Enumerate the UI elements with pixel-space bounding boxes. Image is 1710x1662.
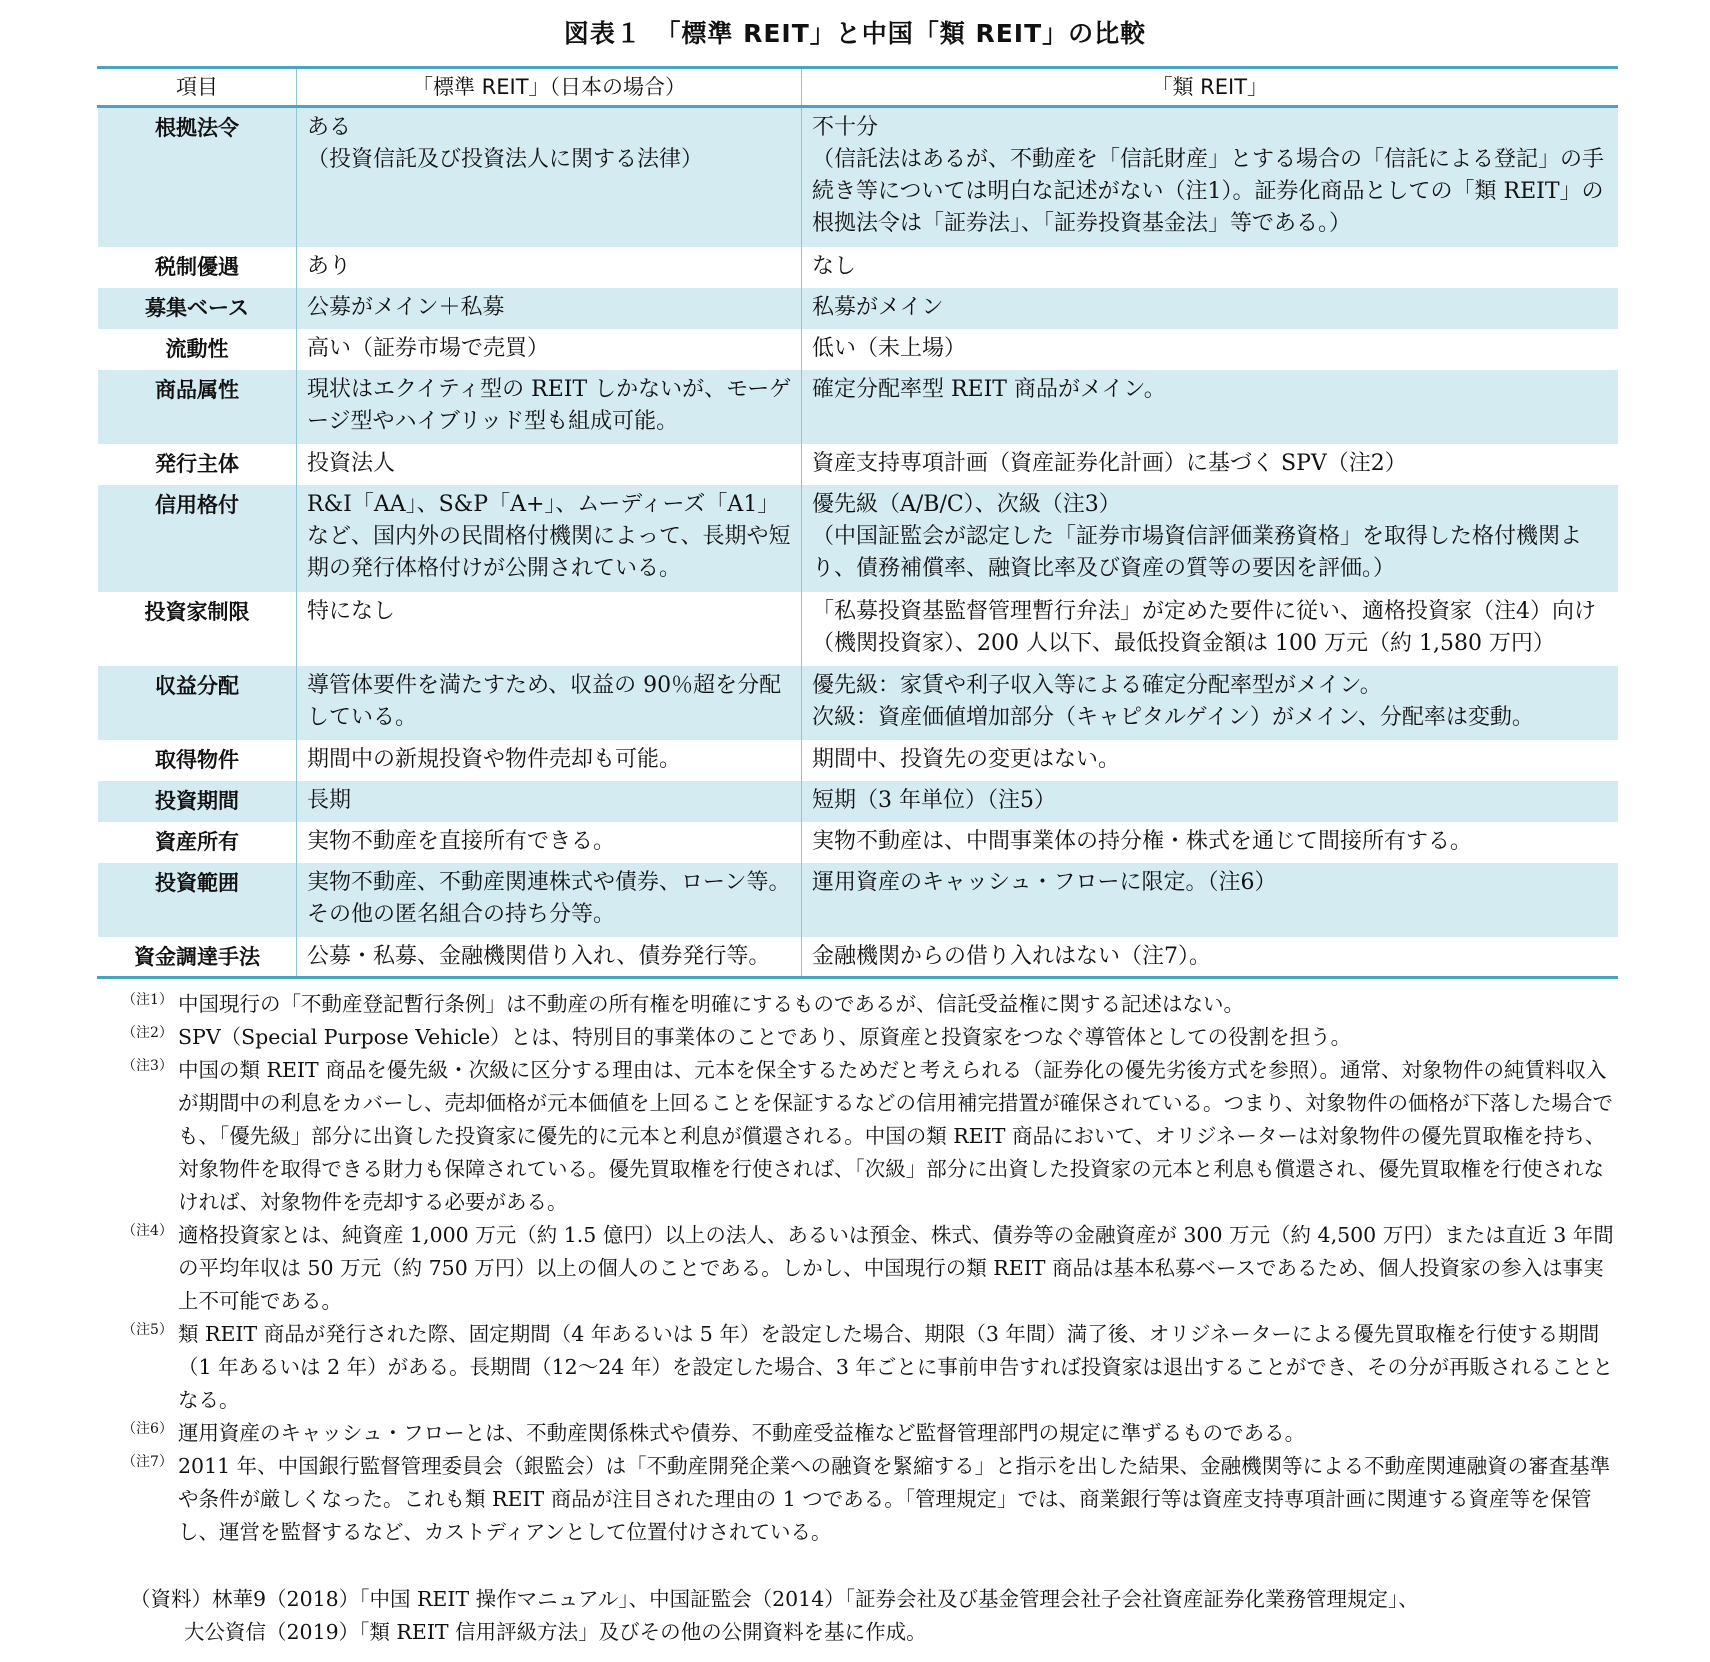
footnote <box>122 1417 1617 1450</box>
source-line-1: （資料）林華9（2018）「中国 REIT 操作マニュアル」、中国証監会（2014）「証券会社及び基金管理会社子会社資産証券化業務管理規定」、 <box>130 1587 1419 1611</box>
row-standard: ある （投資信託及び投資法人に関する法律） <box>297 107 802 247</box>
row-item: 商品属性 <box>98 370 297 444</box>
footnote-mark: （注7） <box>122 1454 173 1470</box>
footnote-mark: （注3） <box>122 1058 173 1074</box>
row-standard: 期間中の新規投資や物件売却も可能。 <box>297 740 802 781</box>
row-standard: 実物不動産を直接所有できる。 <box>297 822 802 863</box>
footnote-mark: （注1） <box>122 992 173 1008</box>
table-header-row <box>98 68 1618 107</box>
row-standard: 長期 <box>297 781 802 822</box>
footnote-mark: （注5） <box>122 1322 173 1338</box>
row-standard: 投資法人 <box>297 444 802 485</box>
row-china: 「私募投資基監督管理暫行弁法」が定めた要件に従い、適格投資家（注4）向け（機関投資家）、200 人以下、最低投資金額は 100 万元（約 1,580 万円） <box>802 592 1618 666</box>
table-row <box>98 444 1618 485</box>
row-standard: 高い（証券市場で売買） <box>297 329 802 370</box>
row-china: 確定分配率型 REIT 商品がメイン。 <box>802 370 1618 444</box>
table-row <box>98 666 1618 740</box>
row-china: 期間中、投資先の変更はない。 <box>802 740 1618 781</box>
table-row <box>98 370 1618 444</box>
footnote-text: 中国の類 REIT 商品を優先級・次級に区分する理由は、元本を保全するためだと考えられる（証券化の優先劣後方式を参照）。通常、対象物件の純賃料収入が期間中の利息をカバーし、売却価格が元本価値を上回ることを保証するなどの信用補完措置が確保されている。つまり、対象物件の価格が下落した場合でも、「優先級」部分に出資した投資家に優先的に元本と利息が償還される。中国の類 REIT 商品において、オリジネーターは対象物件の優先買取権を持ち、対象物件を取得できる財力も保障されている。優先買取権を行使されば、「次級」部分に出資した投資家の元本と利息も償還され、優先買取権を行使されなければ、対象物件を売却する必要がある。 <box>178 1058 1613 1214</box>
row-item: 根拠法令 <box>98 107 297 247</box>
row-item: 資金調達手法 <box>98 937 297 978</box>
row-item: 収益分配 <box>98 666 297 740</box>
row-item: 流動性 <box>98 329 297 370</box>
table-row <box>98 740 1618 781</box>
header-china-reit: 「類 REIT」 <box>802 68 1618 107</box>
figure-title: 図表１ 「標準 REIT」と中国「類 REIT」の比較 <box>563 19 1147 48</box>
row-standard: R&I「AA」、S&P「A+」、ムーディーズ「A1」など、国内外の民間格付機関によって、長期や短期の発行体格付けが公開されている。 <box>297 485 802 592</box>
row-china: 優先級：家賃や利子収入等による確定分配率型がメイン。 次級：資産価値増加部分（キャピタルゲイン）がメイン、分配率は変動。 <box>802 666 1618 740</box>
footnote <box>122 1318 1617 1417</box>
row-item: 信用格付 <box>98 485 297 592</box>
row-item: 税制優遇 <box>98 247 297 288</box>
footnote <box>122 1054 1617 1219</box>
footnote-mark: （注2） <box>122 1025 173 1041</box>
row-china: なし <box>802 247 1618 288</box>
footnote-mark: （注6） <box>122 1421 173 1437</box>
footnote <box>122 1021 1617 1054</box>
row-china: 運用資産のキャッシュ・フローに限定。（注6） <box>802 863 1618 937</box>
row-china: 私募がメイン <box>802 288 1618 329</box>
header-item: 項目 <box>98 68 297 107</box>
row-item: 投資期間 <box>98 781 297 822</box>
table-row <box>98 485 1618 592</box>
row-standard: 公募がメイン＋私募 <box>297 288 802 329</box>
row-standard: 導管体要件を満たすため、収益の 90％超を分配している。 <box>297 666 802 740</box>
header-standard-reit: 「標準 REIT」（日本の場合） <box>297 68 802 107</box>
table-row <box>98 247 1618 288</box>
footnote-mark: （注4） <box>122 1223 173 1239</box>
table-row <box>98 107 1618 247</box>
row-china: 金融機関からの借り入れはない（注7）。 <box>802 937 1618 978</box>
footnote <box>122 988 1617 1021</box>
row-standard: 特になし <box>297 592 802 666</box>
table-row <box>98 781 1618 822</box>
table-row <box>98 822 1618 863</box>
row-china: 実物不動産は、中間事業体の持分権・株式を通じて間接所有する。 <box>802 822 1618 863</box>
footnote-text: 2011 年、中国銀行監督管理委員会（銀監会）は「不動産開発企業への融資を緊縮する」と指示を出した結果、金融機関等による不動産関連融資の審査基準や条件が厳しくなった。これも類 REIT 商品が注目された理由の 1 つである。「管理規定」では、商業銀行等は資産支持専項計画に関連する資産等を保管し、運営を監督するなど、カストディアンとして位置付けされている。 <box>178 1454 1611 1544</box>
row-item: 資産所有 <box>98 822 297 863</box>
footnote-text: 運用資産のキャッシュ・フローとは、不動産関係株式や債券、不動産受益権など監督管理部門の規定に準ずるものである。 <box>178 1421 1306 1445</box>
footnote-text: SPV（Special Purpose Vehicle）とは、特別目的事業体のことであり、原資産と投資家をつなぐ導管体としての役割を担う。 <box>178 1025 1352 1049</box>
source-line-2: 大公資信（2019）「類 REIT 信用評級方法」及びその他の公開資料を基に作成。 <box>184 1620 927 1644</box>
row-standard: 実物不動産、不動産関連株式や債券、ローン等。その他の匿名組合の持ち分等。 <box>297 863 802 937</box>
row-item: 発行主体 <box>98 444 297 485</box>
row-item: 投資範囲 <box>98 863 297 937</box>
row-china: 優先級（A/B/C）、次級（注3） （中国証監会が認定した「証券市場資信評価業務資格」を取得した格付機関より、債務補償率、融資比率及び資産の質等の要因を評価。） <box>802 485 1618 592</box>
row-item: 募集ベース <box>98 288 297 329</box>
footnote-text: 適格投資家とは、純資産 1,000 万元（約 1.5 億円）以上の法人、あるいは預金、株式、債券等の金融資産が 300 万元（約 4,500 万円）または直近 3 年間の平均年収は 50 万元（約 750 万円）以上の個人のことである。しかし、中国現行の類 REIT 商品は基本私募ベースであるため、個人投資家の参入は事実上不可能である。 <box>178 1223 1614 1313</box>
row-china: 低い（未上場） <box>802 329 1618 370</box>
table-row <box>98 288 1618 329</box>
table-row <box>98 592 1618 666</box>
row-standard: 現状はエクイティ型の REIT しかないが、モーゲージ型やハイブリッド型も組成可能。 <box>297 370 802 444</box>
row-standard: 公募・私募、金融機関借り入れ、債券発行等。 <box>297 937 802 978</box>
comparison-table <box>97 66 1618 979</box>
footnote-text: 中国現行の「不動産登記暫行条例」は不動産の所有権を明確にするものであるが、信託受益権に関する記述はない。 <box>178 992 1244 1016</box>
table-row <box>98 329 1618 370</box>
row-china: 資産支持専項計画（資産証券化計画）に基づく SPV（注2） <box>802 444 1618 485</box>
footnote-text: 類 REIT 商品が発行された際、固定期間（4 年あるいは 5 年）を設定した場合、期限（3 年間）満了後、オリジネーターによる優先買取権を行使する期間（1 年あるいは 2 年）がある。長期間（12～24 年）を設定した場合、3 年ごとに事前申告すれば投資家は退出することができ、その分が再販されることとなる。 <box>178 1322 1614 1412</box>
footnote <box>122 1450 1617 1549</box>
table-row <box>98 937 1618 978</box>
row-china: 不十分 （信託法はあるが、不動産を「信託財産」とする場合の「信託による登記」の手続き等については明白な記述がない（注1）。証券化商品としての「類 REIT」の根拠法令は「証券法」、「証券投資基金法」等である。） <box>802 107 1618 247</box>
table-row <box>98 863 1618 937</box>
row-china: 短期（3 年単位）（注5） <box>802 781 1618 822</box>
row-item: 投資家制限 <box>98 592 297 666</box>
row-standard: あり <box>297 247 802 288</box>
footnote <box>122 1219 1617 1318</box>
footnotes <box>122 988 1617 1549</box>
source-note <box>130 1583 1620 1649</box>
row-item: 取得物件 <box>98 740 297 781</box>
